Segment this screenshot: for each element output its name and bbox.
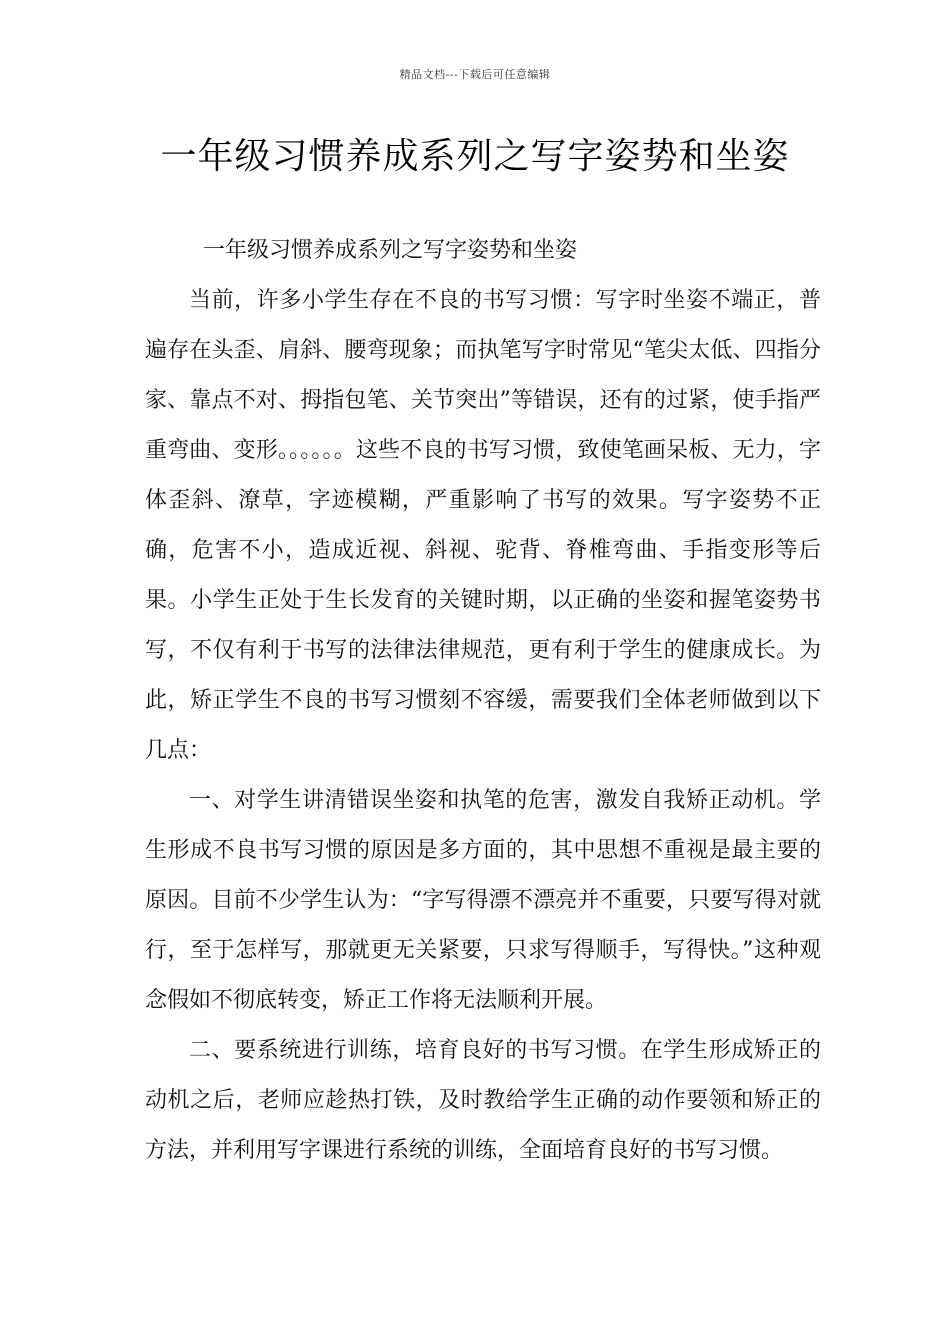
header-note: 精品文档---下载后可任意编辑 — [399, 68, 551, 81]
document-subtitle: 一年级习惯养成系列之写字姿势和坐姿 — [203, 238, 578, 263]
document-body — [145, 226, 821, 1176]
paragraph-point-two: 二、要系统进行训练，培育良好的书写习惯。在学生形成矫正的动机之后，老师应趁热打铁，及时教给学生正确的动作要领和矫正的方法，并利用写字课进行系统的训练，全面培育良好的书写习惯。 — [145, 1038, 821, 1163]
paragraph-intro: 当前，许多小学生存在不良的书写习惯：写字时坐姿不端正，普遍存在头歪、肩斜、腰弯现象；而执笔写字时常见“笔尖太低、四指分家、靠点不对、拇指包笔、关节突出”等错误，还有的过紧，使手指严重弯曲、变形。。。。。。这些不良的书写习惯，致使笔画呆板、无力，字体歪斜、潦草，字迹模糊，严重影响了书写的效果。写字姿势不正确，危害不小，造成近视、斜视、驼背、脊椎弯曲、手指变形等后果。小学生正处于生长发育的关键时期，以正确的坐姿和握笔姿势书写，不仅有利于书写的法律法律规范，更有利于学生的健康成长。为此，矫正学生不良的书写习惯刻不容缓，需要我们全体老师做到以下几点： — [145, 288, 821, 763]
paragraph-point-one: 一、对学生讲清错误坐姿和执笔的危害，激发自我矫正动机。学生形成不良书写习惯的原因是多方面的，其中思想不重视是最主要的原因。目前不少学生认为：“字写得漂不漂亮并不重要，只要写得对就行，至于怎样写，那就更无关紧要，只求写得顺手，写得快。”这种观念假如不彻底转变，矫正工作将无法顺利开展。 — [145, 788, 821, 1013]
document-title: 一年级习惯养成系列之写字姿势和坐姿 — [160, 136, 790, 177]
